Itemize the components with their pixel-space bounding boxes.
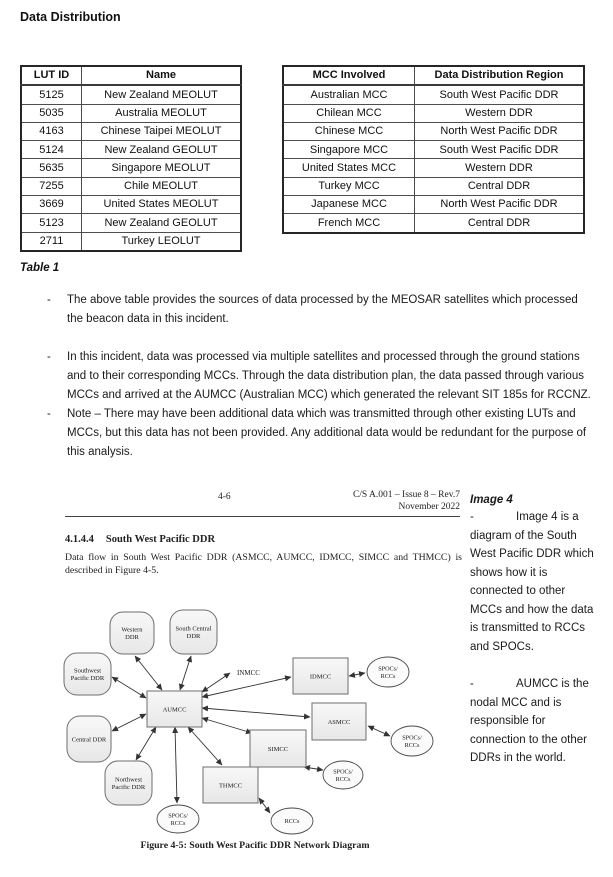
table-cell: 5125 <box>21 85 82 104</box>
annotation-note <box>470 508 596 656</box>
lut-table-caption: Table 1 <box>20 262 60 274</box>
table-cell: 5635 <box>21 159 82 177</box>
table-cell: 4163 <box>21 122 82 140</box>
table-row <box>21 104 241 122</box>
table-row <box>21 214 241 232</box>
embedded-doc-reference <box>300 490 460 513</box>
diagram-node-label: ASMCC <box>327 718 351 726</box>
diagram-node-simcc <box>250 730 306 767</box>
bullet-item <box>20 405 595 462</box>
diagram-node-label: IDMCC <box>309 673 332 681</box>
diagram-link <box>202 677 291 697</box>
doc-ref-line2: November 2022 <box>398 501 460 512</box>
diagram-node-northwest-pacific-ddr <box>105 761 152 805</box>
table-cell: Western DDR <box>415 159 585 177</box>
table-cell: Chinese Taipei MEOLUT <box>82 122 242 140</box>
diagram-node-label: RCCs <box>284 818 300 826</box>
header-rule <box>65 516 460 517</box>
lut-table <box>20 65 242 252</box>
column-header: MCC Involved <box>283 66 415 85</box>
diagram-link <box>202 718 252 733</box>
section-body: Data flow in South West Pacific DDR (ASMCC, AUMCC, IDMCC, SIMCC and THMCC) is described in Figure 4-5. <box>65 552 462 576</box>
diagram-node-spocs-rccs-2 <box>391 726 433 756</box>
table-cell: 2711 <box>21 232 82 251</box>
column-header: Data Distribution Region <box>415 66 585 85</box>
diagram-link <box>188 727 222 765</box>
annotation-sidebar <box>470 494 596 768</box>
table-row <box>21 159 241 177</box>
table-row <box>21 122 241 140</box>
diagram-node-label: SIMCC <box>267 745 289 753</box>
annotation-note <box>470 675 596 768</box>
diagram-link <box>135 656 162 690</box>
diagram-node-inmcc <box>237 669 260 677</box>
diagram-link <box>175 727 177 803</box>
table-row <box>21 196 241 214</box>
diagram-node-south-central-ddr <box>170 610 217 654</box>
diagram-link <box>368 726 390 736</box>
table-cell: United States MEOLUT <box>82 196 242 214</box>
section-title: South West Pacific DDR <box>105 534 216 545</box>
table-row <box>283 122 584 140</box>
table-row <box>283 196 584 214</box>
annotation-heading: Image 4 <box>470 494 513 506</box>
table-cell: Australian MCC <box>283 85 415 104</box>
annotation-notes <box>470 508 596 768</box>
diagram-link <box>349 673 365 676</box>
bullet-list <box>20 291 595 462</box>
note-dash: - <box>470 511 474 523</box>
diagram-node-label: Southwest Pacific DDR <box>70 667 105 683</box>
table-row <box>21 141 241 159</box>
diagram-link <box>112 714 146 731</box>
diagram-node-label: Northwest Pacific DDR <box>111 776 146 792</box>
diagram-node-label: South Central DDR <box>175 625 212 641</box>
diagram-node-spocs-rccs-3 <box>323 761 363 789</box>
diagram-node-label: THMCC <box>218 782 243 790</box>
ddr-network-diagram <box>40 585 470 837</box>
table-cell: 3669 <box>21 196 82 214</box>
table-cell: 5035 <box>21 104 82 122</box>
table-cell: South West Pacific DDR <box>415 141 585 159</box>
diagram-node-label: SPOCs/ RCCs <box>168 812 188 827</box>
table-row <box>283 177 584 195</box>
table-cell: New Zealand GEOLUT <box>82 141 242 159</box>
page-title: Data Distribution <box>20 10 121 24</box>
note-text: AUMCC is the nodal MCC and is responsible for connection to the other DDRs in the world. <box>470 678 589 764</box>
diagram-nodes <box>64 610 433 834</box>
diagram-link <box>180 656 191 690</box>
table-cell: 5123 <box>21 214 82 232</box>
bullet-text: The above table provides the sources of data processed by the MEOSAR satellites which processed the beacon data in this incident. <box>67 294 578 325</box>
diagram-node-idmcc <box>293 658 348 694</box>
table-cell: Central DDR <box>415 214 585 233</box>
table-cell: North West Pacific DDR <box>415 196 585 214</box>
diagram-node-label: SPOCs/ RCCs <box>333 768 353 783</box>
diagram-node-central-ddr <box>67 716 111 762</box>
table-cell: Central DDR <box>415 177 585 195</box>
diagram-node-thmcc <box>203 767 258 803</box>
table-cell: Turkey LEOLUT <box>82 232 242 251</box>
doc-ref-line1: C/S A.001 – Issue 8 – Rev.7 <box>352 490 460 500</box>
table-cell: Western DDR <box>415 104 585 122</box>
bullet-text: Note – There may have been additional data which was transmitted through other existing LUTs and MCCs, but this data has not been provided. Any additional data would be redundant for the purpose of this analysis. <box>67 408 587 458</box>
table-cell: 7255 <box>21 177 82 195</box>
table-cell: New Zealand GEOLUT <box>82 214 242 232</box>
diagram-node-label: SPOCs/ RCCs <box>378 665 398 680</box>
table-row <box>283 159 584 177</box>
header-row <box>283 66 584 85</box>
diagram-link <box>259 798 270 813</box>
table-cell: New Zealand MEOLUT <box>82 85 242 104</box>
bullet-item <box>20 348 595 405</box>
table-row <box>283 85 584 104</box>
column-header: LUT ID <box>21 66 82 85</box>
embedded-page-number: 4-6 <box>218 492 231 502</box>
diagram-link <box>202 708 310 717</box>
diagram-node-western-ddr <box>110 612 154 654</box>
table-cell: 5124 <box>21 141 82 159</box>
table-cell: Chile MEOLUT <box>82 177 242 195</box>
table-cell: Singapore MEOLUT <box>82 159 242 177</box>
table-cell: French MCC <box>283 214 415 233</box>
table-row <box>21 177 241 195</box>
mcc-table <box>282 65 585 234</box>
diagram-link <box>136 727 156 760</box>
header-row <box>21 66 241 85</box>
note-dash: - <box>470 678 474 690</box>
figure-caption: Figure 4-5: South West Pacific DDR Network Diagram <box>140 840 370 851</box>
bullet-item <box>20 291 595 329</box>
table-row <box>21 85 241 104</box>
table-cell: North West Pacific DDR <box>415 122 585 140</box>
table-row <box>283 214 584 233</box>
section-number: 4.1.4.4 <box>65 534 94 545</box>
diagram-node-label: Central DDR <box>71 736 107 744</box>
diagram-node-label: Western DDR <box>121 626 143 642</box>
table-cell: Chinese MCC <box>283 122 415 140</box>
table-row <box>21 232 241 251</box>
table-cell: South West Pacific DDR <box>415 85 585 104</box>
diagram-link <box>202 673 230 692</box>
diagram-node-rccs <box>271 808 313 834</box>
bullet-dash: - <box>47 351 51 363</box>
table-row <box>283 141 584 159</box>
section-heading <box>65 534 215 545</box>
diagram-node-spocs-rccs-4 <box>157 805 199 833</box>
diagram-node-spocs-rccs-1 <box>367 657 409 687</box>
table-cell: Australia MEOLUT <box>82 104 242 122</box>
table-cell: Turkey MCC <box>283 177 415 195</box>
note-text: Image 4 is a diagram of the South West Pacific DDR which shows how it is connected to other MCCs and how the data is transmitted to RCCs and SPOCs. <box>470 511 594 653</box>
diagram-node-southwest-pacific-ddr <box>64 653 111 695</box>
column-header: Name <box>82 66 242 85</box>
diagram-link <box>304 767 323 770</box>
bullet-dash: - <box>47 408 51 420</box>
table-row <box>283 104 584 122</box>
table-cell: Singapore MCC <box>283 141 415 159</box>
table-cell: Chilean MCC <box>283 104 415 122</box>
diagram-link <box>112 677 146 698</box>
diagram-node-asmcc <box>312 703 366 740</box>
diagram-node-aumcc <box>147 691 202 727</box>
bullet-text: In this incident, data was processed via multiple satellites and processed through the ground stations and to their corresponding MCCs. Through the data distribution plan, the data passed through various MCCs and arrived at the AUMCC (Australian MCC) which generated the relevant SIT 185s for RCCNZ. <box>67 351 591 401</box>
table-cell: United States MCC <box>283 159 415 177</box>
diagram-node-label: AUMCC <box>162 706 187 714</box>
table-cell: Japanese MCC <box>283 196 415 214</box>
bullet-dash: - <box>47 294 51 306</box>
diagram-node-label: SPOCs/ RCCs <box>402 734 422 749</box>
diagram-node-label: INMCC <box>237 669 260 677</box>
